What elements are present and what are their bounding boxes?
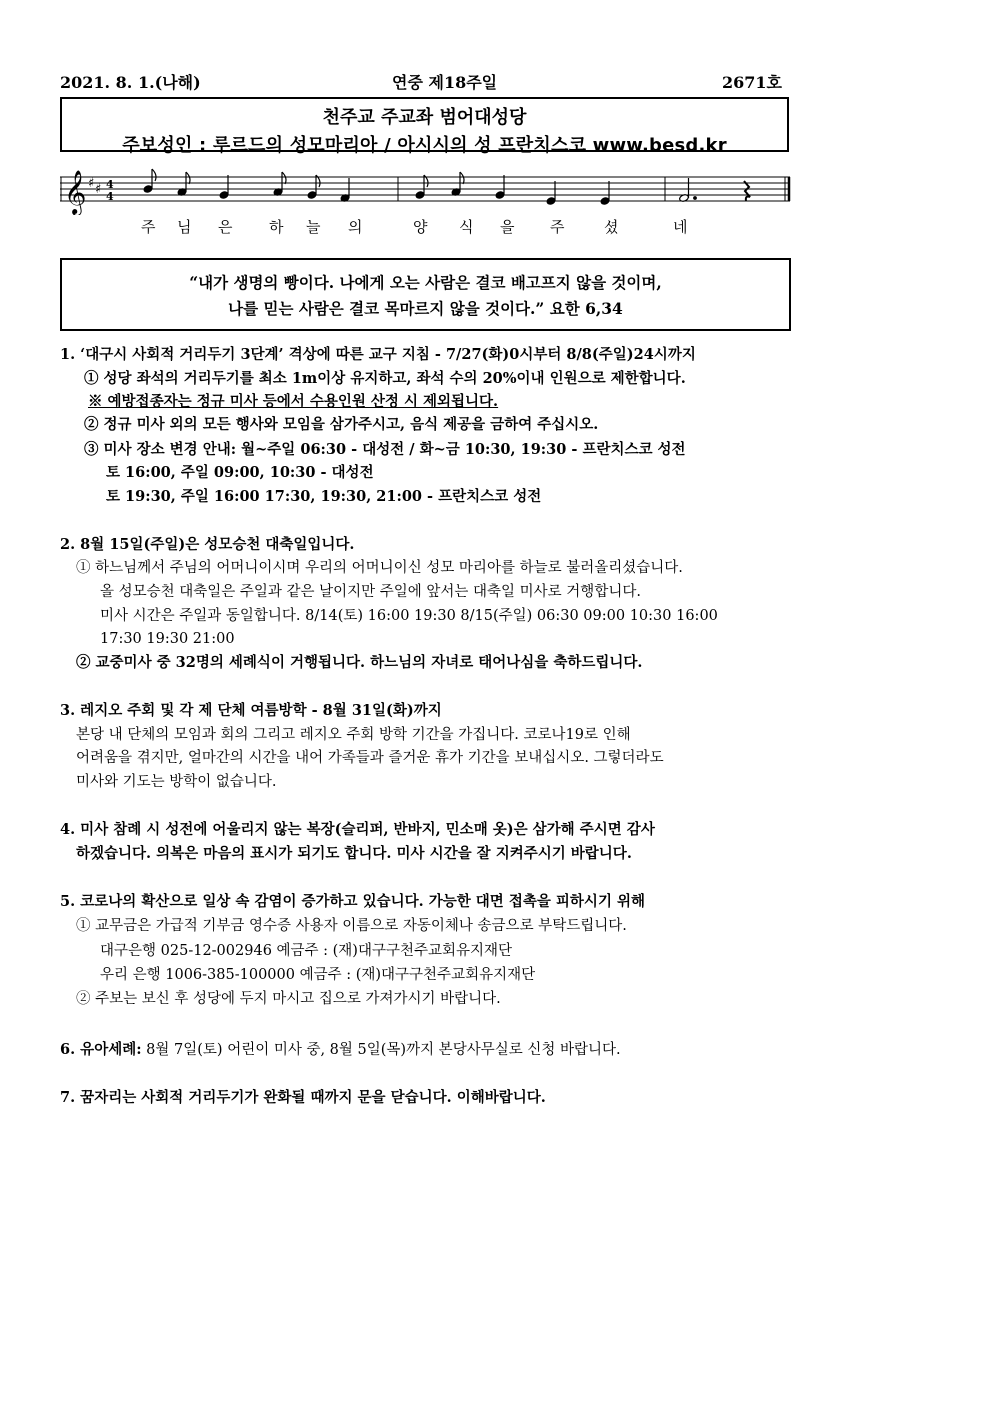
section-1-item-1: ① 성당 좌석의 거리두기를 최소 1m이상 유지하고, 좌석 수의 20%이내 인원으로 제한합니다.: [84, 370, 686, 387]
section-1-item-2: ② 정규 미사 외의 모든 행사와 모임을 삼가주시고, 음식 제공을 금하여 주십시오.: [84, 416, 599, 433]
bank-account-woori: 우리 은행 1006-385-100000 예금주 : (재)대구구천주교회유지재단: [100, 967, 536, 983]
section-1-item-3-saturday: 토 16:00, 주일 09:00, 10:30 - 대성전: [106, 464, 374, 481]
section-2-item-1-line-4: 17:30 19:30 21:00: [100, 631, 235, 647]
parish-name: 천주교 주교좌 범어대성당: [322, 107, 527, 128]
quote-line-2: 나를 믿는 사람은 결코 목마르지 않을 것이다.” 요한 6,34: [228, 299, 623, 318]
lyric-syllable: 은: [218, 218, 233, 236]
section-2-item-1-line-3: 미사 시간은 주일과 동일합니다. 8/14(토) 16:00 19:30 8/15(주일) 06:30 09:00 10:30 16:00: [100, 608, 718, 624]
issue-number: 2671호: [722, 73, 782, 92]
lyric-syllable: 을: [500, 218, 515, 236]
section-5-item-1: ① 교무금은 가급적 기부금 영수증 사용자 이름으로 자동이체나 송금으로 부탁드립니다.: [76, 918, 627, 934]
section-4-line-1: 4. 미사 참례 시 성전에 어울리지 않는 복장(슬리퍼, 반바지, 민소매 옷)은 삼가해 주시면 감사: [60, 821, 655, 838]
lyric-syllable: 늘: [306, 218, 321, 236]
quote-line-1: “내가 생명의 빵이다. 나에게 오는 사람은 결코 배고프지 않을 것이며,: [189, 273, 662, 292]
lyric-syllable: 네: [673, 218, 688, 236]
section-3-title: 3. 레지오 주회 및 각 제 단체 여름방학 - 8월 31일(화)까지: [60, 702, 442, 719]
lyric-syllable: 하: [269, 218, 284, 236]
bank-account-daegu: 대구은행 025-12-002946 예금주 : (재)대구구천주교회유지재단: [100, 943, 513, 959]
sharp-icon: ♯: [88, 176, 95, 191]
lyric-syllable: 의: [348, 218, 363, 236]
lyric-syllable: 식: [459, 218, 474, 236]
section-5-item-2: ② 주보는 보신 후 성당에 두지 마시고 집으로 가져가시기 바랍니다.: [76, 991, 501, 1007]
section-1-item-3-sunday: 토 19:30, 주일 16:00 17:30, 19:30, 21:00 - 프란치스코 성전: [106, 488, 542, 505]
time-signature: 4: [106, 178, 114, 191]
section-3-para-1: 본당 내 단체의 모임과 회의 그리고 레지오 주회 방학 기간을 가집니다. 코로나19로 인해: [76, 727, 631, 743]
bulletin-date: 2021. 8. 1.(나해): [60, 73, 201, 92]
lyric-syllable: 주: [141, 218, 156, 236]
parish-title-box: [60, 97, 789, 156]
section-3-para-2: 어려움을 겪지만, 얼마간의 시간을 내어 가족들과 즐거운 휴가 기간을 보내십시오. 그렇더라도: [76, 750, 664, 766]
lyric-syllable: 님: [177, 218, 192, 236]
section-2-item-1: ① 하느님께서 주님의 어머니이시며 우리의 어머니이신 성모 마리아를 하늘로 불러올리셨습니다.: [76, 560, 683, 576]
scripture-quote-box: [60, 258, 791, 331]
section-6: [60, 1040, 621, 1060]
treble-clef-icon: 𝄞: [64, 170, 87, 214]
liturgical-week: 연중 제18주일: [392, 73, 498, 92]
section-1-note: ※ 예방접종자는 정규 미사 등에서 수용인원 산정 시 제외됩니다.: [88, 393, 499, 410]
section-1-item-3: ③ 미사 장소 변경 안내: 월~주일 06:30 - 대성전 / 화~금 10:30, 19:30 - 프란치스코 성전: [84, 441, 686, 458]
section-6-text: 8월 7일(토) 어린이 미사 중, 8월 5일(목)까지 본당사무실로 신청 바랍니다.: [141, 1042, 621, 1058]
lyric-syllable: 양: [413, 218, 428, 236]
section-3-para-3: 미사와 기도는 방학이 없습니다.: [76, 774, 277, 790]
time-signature: 4: [106, 190, 114, 203]
patron-saints-line: 주보성인 : 루르드의 성모마리아 / 아시시의 성 프란치스코 www.besd.kr: [122, 135, 727, 156]
section-2-item-1-line-2: 올 성모승천 대축일은 주일과 같은 날이지만 주일에 앞서는 대축일 미사로 거행합니다.: [100, 584, 641, 600]
section-1-title: 1. ‘대구시 사회적 거리두기 3단계’ 격상에 따른 교구 지침 - 7/27(화)0시부터 8/8(주일)24시까지: [60, 346, 696, 363]
lyric-syllable: 주: [550, 218, 565, 236]
section-4-line-2: 하겠습니다. 의복은 마음의 표시가 되기도 합니다. 미사 시간을 잘 지켜주시기 바랍니다.: [76, 845, 632, 862]
sharp-icon: ♯: [95, 182, 102, 197]
section-2-title: 2. 8월 15일(주일)은 성모승천 대축일입니다.: [60, 536, 355, 553]
rest-icon: [744, 181, 750, 201]
section-2-item-2: ② 교중미사 중 32명의 세례식이 거행됩니다. 하느님의 자녀로 태어나심을 축하드립니다.: [76, 654, 643, 671]
section-6-label: 6. 유아세례:: [60, 1041, 142, 1058]
lyric-syllable: 셨: [604, 218, 619, 236]
music-staff: [60, 165, 792, 215]
section-7: 7. 꿈자리는 사회적 거리두기가 완화될 때까지 문을 닫습니다. 이해바랍니다.: [60, 1089, 546, 1106]
section-5-title: 5. 코로나의 확산으로 일상 속 감염이 증가하고 있습니다. 가능한 대면 접촉을 피하시기 위해: [60, 893, 646, 910]
